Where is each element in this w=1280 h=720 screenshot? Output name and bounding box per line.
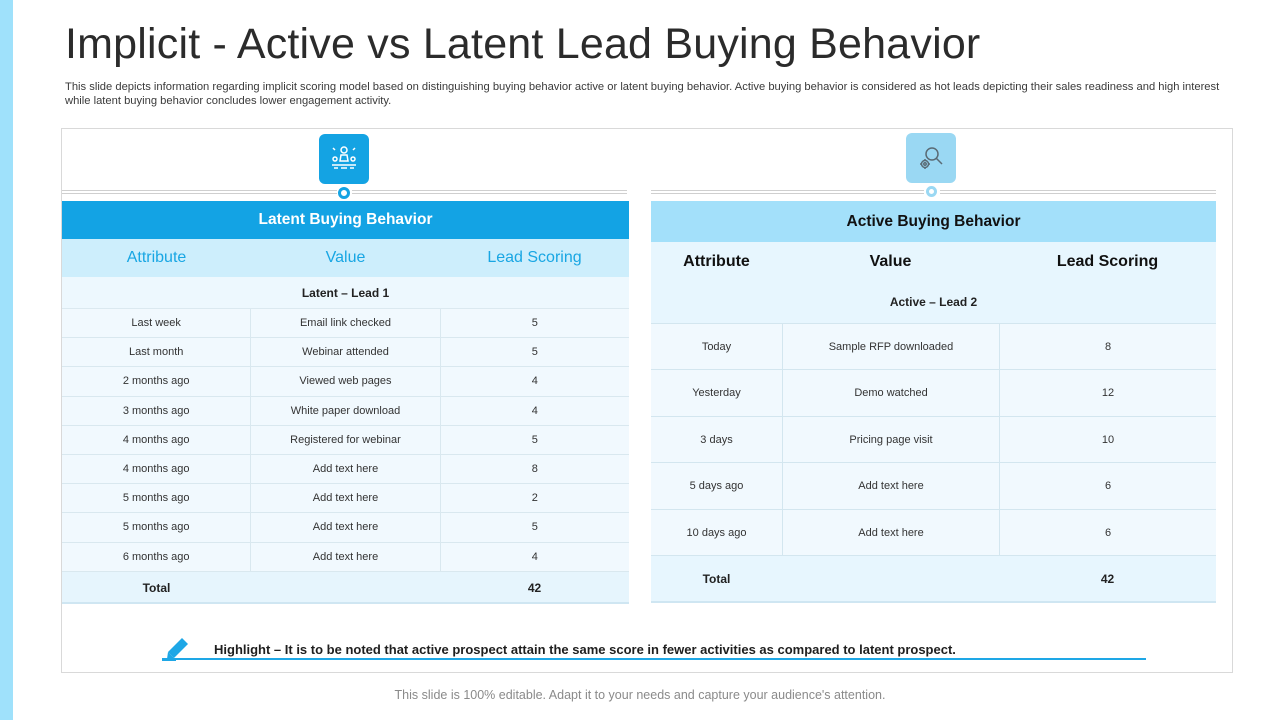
attribute-cell: 2 months ago [122, 375, 190, 388]
attribute-cell: Today [701, 341, 732, 353]
active-lead-label: Active – Lead 2 [651, 282, 1216, 324]
score-cell: 6 [999, 463, 1216, 508]
connector-dot [338, 187, 350, 199]
score-cell: 4 [440, 543, 629, 571]
latent-lead-label: Latent – Lead 1 [62, 277, 629, 309]
attribute-cell: Yesterday [692, 387, 741, 400]
value-cell: White paper download [250, 397, 439, 425]
value-cell: Sample RFP downloaded [782, 324, 999, 369]
attribute-cell: Last month [128, 346, 184, 359]
table-row [62, 338, 629, 367]
table-row [62, 455, 629, 484]
table-row [62, 367, 629, 396]
value-cell: Registered for webinar [250, 426, 439, 454]
table-row [651, 510, 1216, 556]
score-cell: 6 [999, 510, 1216, 555]
latent-table-title: Latent Buying Behavior [62, 201, 629, 239]
table-row [62, 543, 629, 572]
table-row [62, 309, 629, 338]
total-label: Total [142, 580, 171, 595]
highlight-underline [162, 658, 1146, 660]
active-table-header [651, 242, 1216, 282]
attribute-cell: 5 months ago [122, 521, 190, 534]
attribute-cell: 4 months ago [122, 433, 190, 446]
table-row [62, 484, 629, 513]
footer-note: This slide is 100% editable. Adapt it to your needs and capture your audience's attention. [394, 688, 886, 702]
score-cell: 5 [440, 426, 629, 454]
table-row [651, 463, 1216, 509]
total-value: 42 [527, 580, 542, 595]
score-cell: 5 [440, 513, 629, 541]
column-header-attribute: Attribute [126, 249, 187, 266]
latent-total-row [62, 572, 629, 604]
attribute-cell: 5 months ago [122, 492, 190, 505]
total-spacer [251, 572, 440, 602]
connector-dot [926, 186, 937, 197]
divider-line [651, 190, 924, 194]
attribute-cell: 5 days ago [689, 480, 744, 493]
latent-buying-table [62, 201, 629, 604]
active-buying-table [651, 201, 1216, 603]
score-cell: 10 [999, 417, 1216, 462]
attribute-cell: 3 days [700, 433, 733, 446]
value-cell: Add text here [250, 543, 439, 571]
score-cell: 2 [440, 484, 629, 512]
score-cell: 4 [440, 367, 629, 395]
divider-line [940, 190, 1216, 194]
value-cell: Webinar attended [250, 338, 439, 366]
column-header-value: Value [869, 253, 912, 270]
table-row [651, 324, 1216, 370]
attribute-cell: 10 days ago [686, 526, 747, 539]
active-table-title: Active Buying Behavior [651, 201, 1216, 242]
column-header-value: Value [325, 249, 366, 266]
presentation-people-icon [319, 134, 369, 184]
value-cell: Add text here [782, 463, 999, 508]
value-cell: Demo watched [782, 370, 999, 415]
value-cell: Add text here [782, 510, 999, 555]
value-cell: Add text here [250, 484, 439, 512]
attribute-cell: Last week [131, 317, 181, 329]
active-total-row [651, 556, 1216, 603]
table-row [62, 513, 629, 542]
value-cell: Add text here [250, 513, 439, 541]
table-row [651, 370, 1216, 416]
column-header-lead-scoring: Lead Scoring [1056, 253, 1159, 270]
score-cell: 8 [440, 455, 629, 483]
score-cell: 4 [440, 397, 629, 425]
table-row [62, 397, 629, 426]
column-header-attribute: Attribute [683, 253, 750, 270]
value-cell: Viewed web pages [250, 367, 439, 395]
slide-description: This slide depicts information regarding implicit scoring model based on distinguishing buying behavior active or latent buying behavior. Active buying behavior is considered as hot leads depicting their sales readiness and high interest while latent buying behavior concludes lower engagement activity. [65, 81, 1220, 107]
score-cell: 5 [440, 338, 629, 366]
table-row [62, 426, 629, 455]
column-header-lead-scoring: Lead Scoring [487, 249, 582, 266]
slide-title: Implicit - Active vs Latent Lead Buying Behavior [65, 20, 981, 68]
divider-line [62, 190, 337, 194]
table-row [651, 417, 1216, 463]
value-cell: Email link checked [250, 309, 439, 337]
value-cell: Add text here [250, 455, 439, 483]
score-cell: 5 [440, 309, 629, 337]
total-label: Total [702, 571, 731, 586]
score-cell: 8 [999, 324, 1216, 369]
latent-table-header [62, 239, 629, 277]
value-cell: Pricing page visit [782, 417, 999, 462]
score-cell: 12 [999, 370, 1216, 415]
total-value: 42 [1100, 571, 1115, 586]
attribute-cell: 3 months ago [122, 404, 190, 417]
search-gears-icon [906, 133, 956, 183]
attribute-cell: 4 months ago [122, 462, 190, 475]
divider-line [352, 190, 627, 194]
left-accent-bar [0, 0, 13, 720]
total-spacer [782, 556, 999, 601]
highlight-note: Highlight – It is to be noted that active prospect attain the same score in fewer activities as compared to latent prospect. [214, 642, 956, 657]
attribute-cell: 6 months ago [122, 550, 190, 563]
